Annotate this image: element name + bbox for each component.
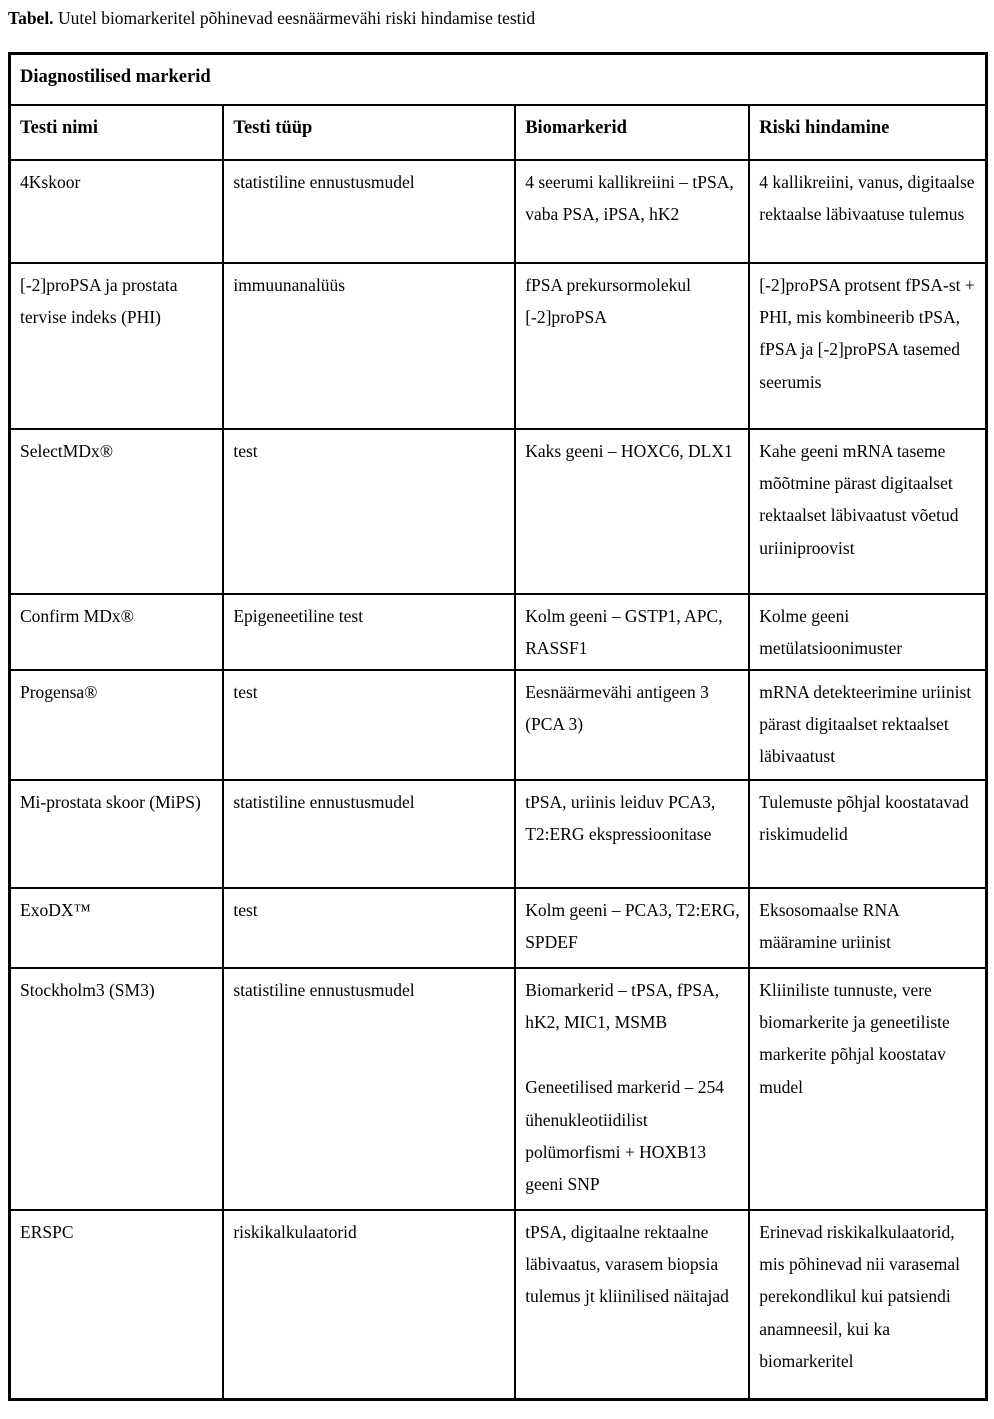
diagnostic-markers-table <box>8 52 988 1402</box>
cell-test-name: ExoDX™ <box>10 888 224 968</box>
cell-risk: mRNA detekteerimine uriinist pärast digitaalset rektaalset läbivaatust <box>749 670 986 780</box>
cell-biomarkers: Kolm geeni – GSTP1, APC, RASSF1 <box>515 594 749 670</box>
cell-biomarkers: fPSA prekursormolekul [-2]proPSA <box>515 263 749 429</box>
cell-risk: Erinevad riskikalkulaatorid, mis põhinevad nii varasemal perekondlikul kui patsiendi anamneesil, kui ka biomarkeritel <box>749 1210 986 1400</box>
cell-test-type: statistiline ennustusmudel <box>223 160 515 263</box>
cell-biomarkers: tPSA, digitaalne rektaalne läbivaatus, varasem biopsia tulemus jt kliinilised näitajad <box>515 1210 749 1400</box>
cell-risk: Eksosomaalse RNA määramine uriinist <box>749 888 986 968</box>
table-row-progensa <box>10 670 987 780</box>
cell-test-name: [-2]proPSA ja prostata tervise indeks (PHI) <box>10 263 224 429</box>
cell-risk: [-2]proPSA protsent fPSA-st + PHI, mis kombineerib tPSA, fPSA ja [-2]proPSA tasemed seerumis <box>749 263 986 429</box>
cell-test-name: Stockholm3 (SM3) <box>10 968 224 1210</box>
biomarkers-paragraph-2: Geneetilised markerid – 254 ühenukleotiidilist polümorfismi + HOXB13 geeni SNP <box>525 1077 724 1195</box>
cell-biomarkers: Eesnäärmevähi antigeen 3 (PCA 3) <box>515 670 749 780</box>
cell-biomarkers: 4 seerumi kallikreiini – tPSA, vaba PSA, iPSA, hK2 <box>515 160 749 263</box>
cell-risk: Tulemuste põhjal koostatavad riskimudelid <box>749 780 986 888</box>
cell-test-type: statistiline ennustusmudel <box>223 968 515 1210</box>
column-header-riski-hindamine: Riski hindamine <box>749 105 986 160</box>
cell-test-name: Mi-prostata skoor (MiPS) <box>10 780 224 888</box>
cell-test-type: test <box>223 429 515 594</box>
table-row-confirm-mdx <box>10 594 987 670</box>
caption-text: Uutel biomarkeritel põhinevad eesnäärmevähi riski hindamise testid <box>57 8 536 28</box>
table-row-stockholm3 <box>10 968 987 1210</box>
cell-risk: 4 kallikreiini, vanus, digitaalse rektaalse läbivaatuse tulemus <box>749 160 986 263</box>
cell-test-type: test <box>223 888 515 968</box>
cell-risk: Kahe geeni mRNA taseme mõõtmine pärast digitaalset rektaalset läbivaatust võetud uriiniproovist <box>749 429 986 594</box>
column-header-row <box>10 105 987 160</box>
table-row-propsa-phi <box>10 263 987 429</box>
cell-biomarkers: tPSA, uriinis leiduv PCA3, T2:ERG ekspressioonitase <box>515 780 749 888</box>
column-header-biomarkerid: Biomarkerid <box>515 105 749 160</box>
table-caption <box>8 6 994 31</box>
caption-label: Tabel. <box>8 8 54 28</box>
cell-test-type: Epigeneetiline test <box>223 594 515 670</box>
cell-test-type: immuunanalüüs <box>223 263 515 429</box>
cell-test-name: Progensa® <box>10 670 224 780</box>
cell-biomarkers: Kaks geeni – HOXC6, DLX1 <box>515 429 749 594</box>
cell-test-name: ERSPC <box>10 1210 224 1400</box>
cell-test-name: 4Kskoor <box>10 160 224 263</box>
cell-test-type: statistiline ennustusmudel <box>223 780 515 888</box>
cell-test-name: Confirm MDx® <box>10 594 224 670</box>
column-header-testi-tuup: Testi tüüp <box>223 105 515 160</box>
section-header: Diagnostilised markerid <box>10 53 987 105</box>
table-row-exodx <box>10 888 987 968</box>
cell-test-name: SelectMDx® <box>10 429 224 594</box>
biomarkers-paragraph-1: Biomarkerid – tPSA, fPSA, hK2, MIC1, MSMB <box>525 979 720 1032</box>
cell-biomarkers <box>515 968 749 1210</box>
cell-risk: Kliiniliste tunnuste, vere biomarkerite ja geneetiliste markerite põhjal koostatav mudel <box>749 968 986 1210</box>
cell-risk: Kolme geeni metülatsioonimuster <box>749 594 986 670</box>
table-row-selectmdx <box>10 429 987 594</box>
table-row-4kskoor <box>10 160 987 263</box>
cell-test-type: riskikalkulaatorid <box>223 1210 515 1400</box>
cell-test-type: test <box>223 670 515 780</box>
cell-biomarkers: Kolm geeni – PCA3, T2:ERG, SPDEF <box>515 888 749 968</box>
table-row-mips <box>10 780 987 888</box>
column-header-testi-nimi: Testi nimi <box>10 105 224 160</box>
section-header-row <box>10 53 987 105</box>
table-row-erspc <box>10 1210 987 1400</box>
